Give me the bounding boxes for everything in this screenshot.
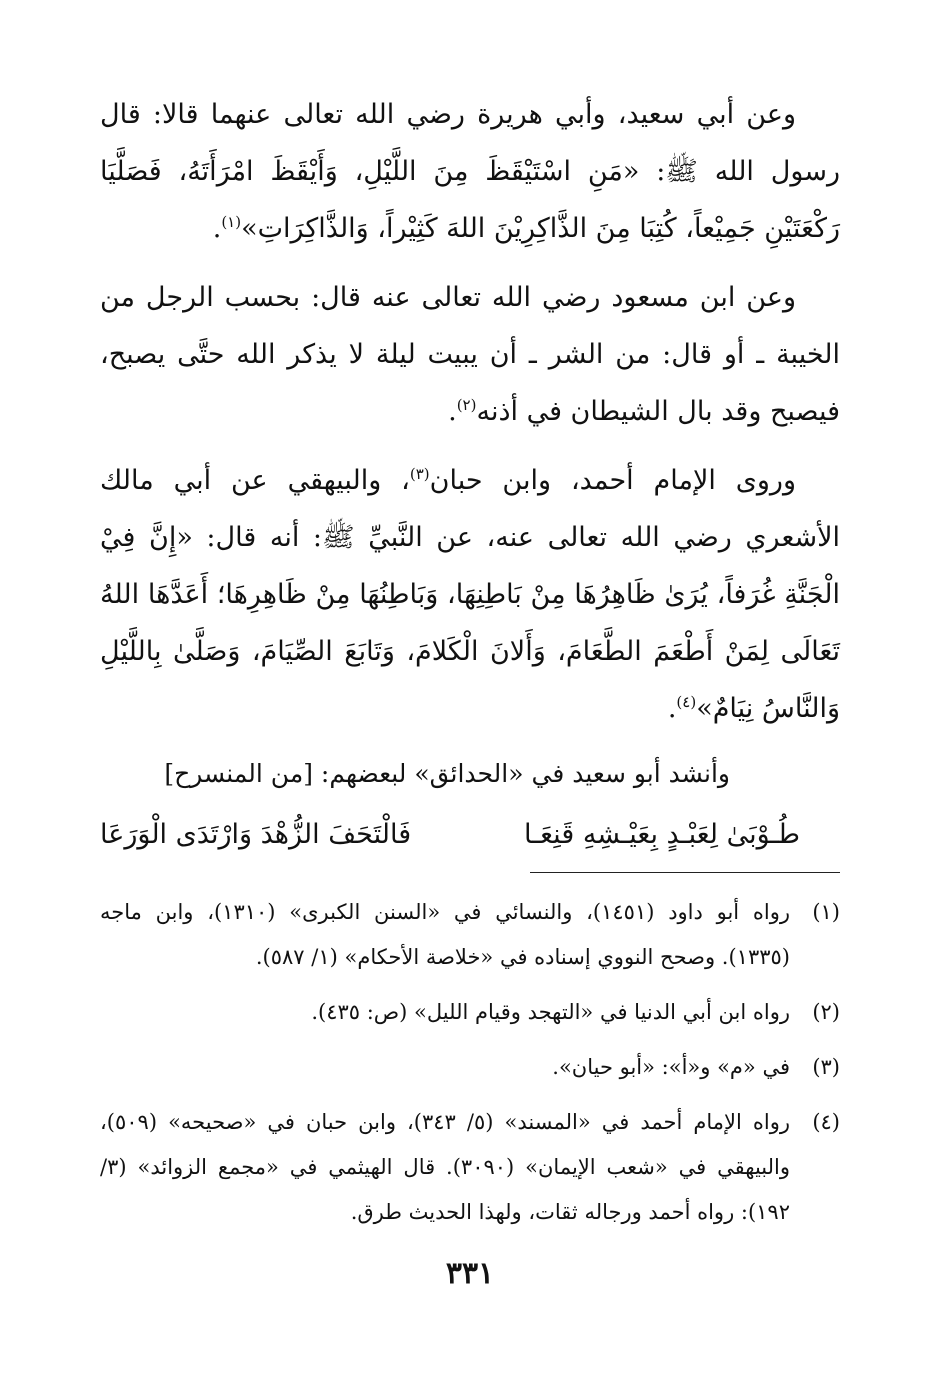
footnote-number: (٢): [812, 1000, 840, 1024]
paragraph-3: [100, 452, 840, 737]
footnote-number: (١): [812, 900, 840, 924]
footnote-1: [100, 890, 840, 980]
paragraph-2: [100, 269, 840, 440]
footnote-ref-1: (١): [221, 213, 242, 231]
footnote-divider: [530, 872, 840, 873]
footnote-text: في «م» و«أ»: «أبو حيان».: [552, 1055, 790, 1079]
verse-second-hemistich: فَالْتَحَفَ الزُّهْدَ وَارْتَدَى الْوَرَعَا: [100, 819, 412, 850]
poem-intro: وأنشد أبو سعيد في «الحدائق» لبعضهم: [من المنسرح]: [164, 759, 730, 788]
footnote-text: رواه أبو داود (١٤٥١)، والنسائي في «السنن الكبرى» (١٣١٠)، وابن ماجه (١٣٣٥). وصحح النووي إسناده في «خلاصة الأحكام» (١/ ٥٨٧).: [100, 900, 791, 969]
footnote-number: (٤): [812, 1110, 840, 1134]
footnote-3: [100, 1045, 840, 1090]
footnote-ref-4: (٤): [676, 693, 697, 711]
paragraph-1-end: .: [212, 213, 222, 244]
footnote-ref-2: (٢): [456, 396, 477, 414]
footnotes: [100, 890, 840, 1245]
paragraph-2-text: وعن ابن مسعود رضي الله تعالى عنه قال: بحسب الرجل من الخيبة ـ أو قال: من الشر ـ أن يبيت ليلة لا يذكر الله حتَّى يصبح، فيصبح وقد بال الشيطان في أذنه: [100, 282, 840, 427]
paragraph-3-text: ، والبيهقي عن أبي مالك الأشعري رضي الله تعالى عنه، عن النَّبيِّ ﷺ: أنه قال: «إِنَّ فِيْ الْجَنَّةِ غُرَفاً، يُرَىٰ ظَاهِرُهَا مِنْ بَاطِنِهَا، وَبَاطِنُهَا مِنْ ظَاهِرِهَا؛ أَعَدَّهَا اللهُ تَعَالَى لِمَنْ أَطْعَمَ الطَّعَامَ، وَأَلانَ الْكَلامَ، وَتَابَعَ الصِّيَامَ، وَصَلَّىٰ بِاللَّيْلِ وَالنَّاسُ نِيَامٌ»: [100, 465, 840, 724]
paragraph-1: [100, 86, 840, 257]
footnote-text: رواه ابن أبي الدنيا في «التهجد وقيام الليل» (ص: ٤٣٥).: [311, 1000, 790, 1024]
verse-first-hemistich: طُـوْبَىٰ لِعَبْـدٍ بِعَيْـشِهِ قَنِعَـا: [524, 819, 800, 850]
page-number: ٣٣١: [445, 1256, 495, 1291]
verse-line: [100, 807, 840, 863]
paragraph-3-end: .: [667, 693, 677, 724]
paragraph-3-text-before: وروى الإمام أحمد، وابن حبان: [429, 465, 796, 496]
footnote-ref-3: (٣): [409, 465, 430, 483]
paragraph-1-text: وعن أبي سعيد، وأبي هريرة رضي الله تعالى عنهما قالا: قال رسول الله ﷺ: «مَنِ اسْتَيْقَظَ مِنَ اللَّيْلِ، وَأَيْقَظَ امْرَأَتَهُ، فَصَلَّيَا رَكْعَتَيْنِ جَمِيْعاً، كُتِبَا مِنَ الذَّاكِرِيْنَ اللهَ كَثِيْراً، وَالذَّاكِرَاتِ»: [100, 99, 840, 244]
footnote-2: [100, 990, 840, 1035]
main-text: [100, 86, 840, 863]
footnote-4: [100, 1100, 840, 1235]
footnote-text: رواه الإمام أحمد في «المسند» (٥/ ٣٤٣)، وابن حبان في «صحيحه» (٥٠٩)، والبيهقي في «شعب الإيمان» (٣٠٩٠). قال الهيثمي في «مجمع الزوائد» (٣/ ١٩٢): رواه أحمد ورجاله ثقات، ولهذا الحديث طرق.: [100, 1110, 790, 1224]
footnote-number: (٣): [812, 1055, 840, 1079]
paragraph-2-end: .: [448, 396, 457, 427]
